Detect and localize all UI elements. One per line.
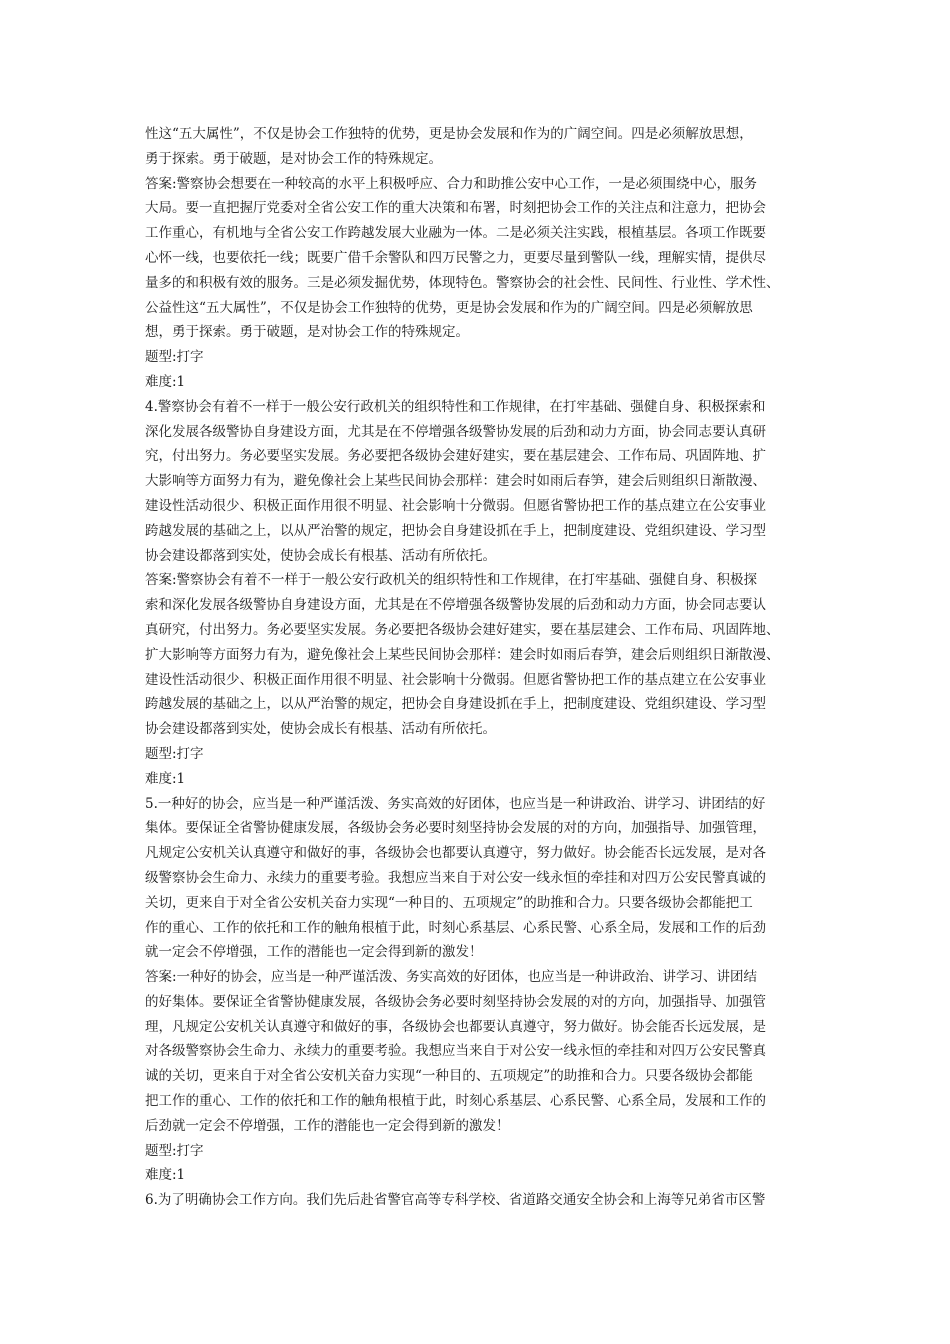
text-line: 协会建设都落到实处，使协会成长有根基、活动有所依托。: [145, 547, 496, 564]
text-line: 大影响等方面努力有为，避免像社会上某些民间协会那样：建会时如雨后春笋，建会后则组织日渐散漫、: [145, 473, 766, 490]
text-line: 协会建设都落到实处，使协会成长有根基、活动有所依托。: [145, 721, 496, 738]
text-line: 关切，更来自于对全省公安机关奋力实现“一种目的、五项规定”的助推和合力。只要各级协会都能把工: [145, 894, 753, 911]
text-line: 大局。要一直把握厅党委对全省公安工作的重大决策和布署，时刻把协会工作的关注点和注意力，把协会: [145, 200, 766, 217]
text-line: 题型:打字: [145, 1142, 204, 1159]
text-line: 题型:打字: [145, 349, 204, 366]
text-line: 真研究，付出努力。务必要坚实发展。务必要把各级协会建好建实，要在基层建会、工作布局、巩固阵地、: [145, 621, 780, 638]
text-line: 把工作的重心、工作的依托和工作的触角根植于此，时刻心系基层、心系民警、心系全局，发展和工作的: [145, 1093, 766, 1110]
text-line: 答案:警察协会想要在一种较高的水平上积极呼应、合力和助推公安中心工作，一是必须围绕中心，服务: [145, 175, 758, 192]
text-line: 诚的关切，更来自于对全省公安机关奋力实现“一种目的、五项规定”的助推和合力。只要各级协会都能: [145, 1068, 753, 1085]
text-line: 5.一种好的协会，应当是一种严谨活泼、务实高效的好团体，也应当是一种讲政治、讲学习、讲团结的好: [145, 795, 766, 812]
text-line: 6.为了明确协会工作方向。我们先后赴省警官高等专科学校、省道路交通安全协会和上海等兄弟省市区警: [145, 1192, 766, 1209]
text-line: 究，付出努力。务必要坚实发展。务必要把各级协会建好建实，要在基层建会、工作布局、巩固阵地、扩: [145, 448, 766, 465]
text-line: 跨越发展的基础之上，以从严治警的规定，把协会自身建设抓在手上，把制度建设、党组织建设、学习型: [145, 696, 766, 713]
text-line: 凡规定公安机关认真遵守和做好的事，各级协会也都要认真遵守，努力做好。协会能否长远发展，是对各: [145, 845, 766, 862]
text-line: 性这“五大属性”，不仅是协会工作独特的优势，更是协会发展和作为的广阔空间。四是必须解放思想，: [145, 126, 753, 142]
text-line: 题型:打字: [145, 745, 204, 762]
text-line: 的好集体。要保证全省警协健康发展，各级协会务必要时刻坚持协会发展的对的方向，加强指导、加强管: [145, 993, 766, 1010]
document-page: [145, 122, 825, 1213]
text-line: 难度:1: [145, 770, 186, 787]
text-line: 建设性活动很少、积极正面作用很不明显、社会影响十分微弱。但愿省警协把工作的基点建立在公安事业: [145, 671, 766, 688]
text-line: 跨越发展的基础之上，以从严治警的规定，把协会自身建设抓在手上，把制度建设、党组织建设、学习型: [145, 522, 766, 539]
text-line: 难度:1: [145, 1167, 186, 1184]
text-line: 扩大影响等方面努力有为，避免像社会上某些民间协会那样：建会时如雨后春笋，建会后则组织日渐散漫、: [145, 646, 780, 663]
text-line: 4.警察协会有着不一样于一般公安行政机关的组织特性和工作规律，在打牢基础、强健自身、积极探索和: [145, 398, 766, 415]
text-line: 对各级警察协会生命力、永续力的重要考验。我想应当来自于对公安一线永恒的牵挂和对四万公安民警真: [145, 1043, 766, 1060]
text-line: 量多的和积极有效的服务。三是必须发掘优势，体现特色。警察协会的社会性、民间性、行业性、学术性、: [145, 274, 780, 291]
text-line: 勇于探索。勇于破题，是对协会工作的特殊规定。: [145, 150, 442, 167]
text-line: 心怀一线，也要依托一线；既要广借千余警队和四万民警之力，更要尽量到警队一线，理解实情，提供尽: [145, 249, 766, 266]
text-line: 公益性这“五大属性”，不仅是协会工作独特的优势，更是协会发展和作为的广阔空间。四是必须解放思: [145, 299, 753, 316]
text-line: 建设性活动很少、积极正面作用很不明显、社会影响十分微弱。但愿省警协把工作的基点建立在公安事业: [145, 497, 766, 514]
text-line: 答案:警察协会有着不一样于一般公安行政机关的组织特性和工作规律，在打牢基础、强健自身、积极探: [145, 572, 758, 589]
text-line: 想，勇于探索。勇于破题，是对协会工作的特殊规定。: [145, 324, 469, 341]
text-line: 后劲就一定会不停增强，工作的潜能也一定会得到新的激发！: [145, 1117, 510, 1134]
text-line: 难度:1: [145, 373, 186, 390]
text-line: 级警察协会生命力、永续力的重要考验。我想应当来自于对公安一线永恒的牵挂和对四万公安民警真诚的: [145, 869, 766, 886]
text-line: 就一定会不停增强，工作的潜能也一定会得到新的激发！: [145, 944, 483, 961]
text-line: 作的重心、工作的依托和工作的触角根植于此，时刻心系基层、心系民警、心系全局，发展和工作的后劲: [145, 919, 766, 936]
text-line: 索和深化发展各级警协自身建设方面，尤其是在不停增强各级警协发展的后劲和动力方面，协会同志要认: [145, 597, 766, 614]
text-line: 工作重心，有机地与全省公安工作跨越发展大业融为一体。二是必须关注实践，根植基层。各项工作既要: [145, 225, 766, 242]
text-line: 深化发展各级警协自身建设方面，尤其是在不停增强各级警协发展的后劲和动力方面，协会同志要认真研: [145, 423, 766, 440]
text-line: 答案:一种好的协会，应当是一种严谨活泼、务实高效的好团体，也应当是一种讲政治、讲学习、讲团结: [145, 969, 758, 986]
text-line: 集体。要保证全省警协健康发展，各级协会务必要时刻坚持协会发展的对的方向，加强指导、加强管理，: [145, 820, 766, 837]
text-line: 理，凡规定公安机关认真遵守和做好的事，各级协会也都要认真遵守，努力做好。协会能否长远发展，是: [145, 1018, 766, 1035]
